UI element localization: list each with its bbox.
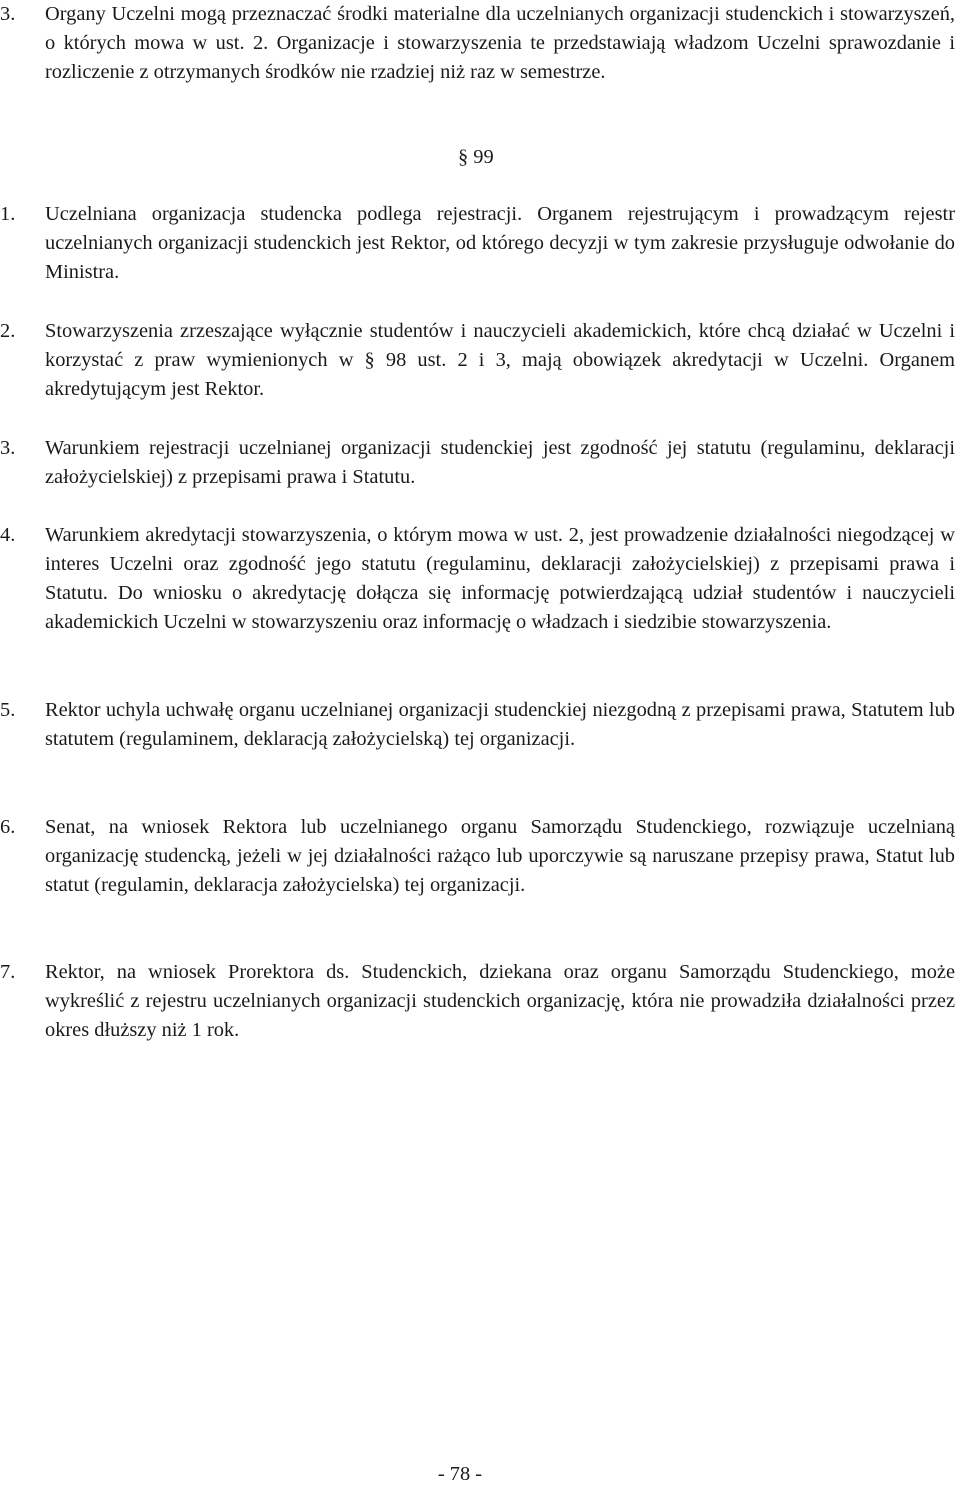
paragraph-text: Rektor uchyla uchwałę organu uczelnianej organizacji studenckiej niezgodną z przepisami prawa, Statutem lub statutem (regulaminem, deklaracją założycielską) tej organizacji. xyxy=(45,699,955,750)
paragraph-4 xyxy=(0,521,955,637)
paragraph-text: Stowarzyszenia zrzeszające wyłącznie studentów i nauczycieli akademickich, które chcą działać w Uczelni i korzystać z praw wymienionych w § 98 ust. 2 i 3, mają obowiązek akredytacji w Uczelni. Organem akredytującym jest Rektor. xyxy=(45,320,955,400)
paragraph-text: Uczelniana organizacja studencka podlega rejestracji. Organem rejestrującym i prowadzącym rejestr uczelnianych organizacji studenckich jest Rektor, od którego decyzji w tym zakresie przysługuje odwołanie do Ministra. xyxy=(45,203,955,283)
paragraph-5 xyxy=(0,696,955,754)
section-heading: § 99 xyxy=(458,146,494,168)
paragraph-text: Warunkiem akredytacji stowarzyszenia, o którym mowa w ust. 2, jest prowadzenie działalności niegodzącej w interes Uczelni oraz zgodność jego statutu (regulaminu, deklaracji założycielskiej) z przepisami prawa i Statutu. Do wniosku o akredytację dołącza się informację potwierdzającą udział studentów i nauczycieli akademickich Uczelni w stowarzyszeniu oraz informację o władzach i siedzibie stowarzyszenia. xyxy=(45,524,955,633)
paragraph-text: Organy Uczelni mogą przeznaczać środki materialne dla uczelnianych organizacji studenckich i stowarzyszeń, o których mowa w ust. 2. Organizacje i stowarzyszenia te przedstawiają władzom Uczelni sprawozdanie i rozliczenie z otrzymanych środków nie rzadziej niż raz w semestrze. xyxy=(45,3,955,83)
paragraph-prev-3 xyxy=(0,0,955,87)
paragraph-number: 7. xyxy=(0,961,16,983)
paragraph-3 xyxy=(0,434,955,492)
paragraph-text: Rektor, na wniosek Prorektora ds. Studenckich, dziekana oraz organu Samorządu Studenckiego, może wykreślić z rejestru uczelnianych organizacji studenckich organizację, która nie prowadziła działalności przez okres dłuższy niż 1 rok. xyxy=(45,961,955,1041)
paragraph-2 xyxy=(0,317,955,404)
paragraph-number: 1. xyxy=(0,203,16,225)
paragraph-number: 3. xyxy=(0,3,16,25)
paragraph-text: Senat, na wniosek Rektora lub uczelnianego organu Samorządu Studenckiego, rozwiązuje uczelnianą organizację studencką, jeżeli w jej działalności rażąco lub uporczywie są naruszane przepisy prawa, Statut lub statut (regulamin, deklaracja założycielska) tej organizacji. xyxy=(45,816,955,896)
paragraph-text: Warunkiem rejestracji uczelnianej organizacji studenckiej jest zgodność jej statutu (regulaminu, deklaracji założycielskiej) z przepisami prawa i Statutu. xyxy=(45,437,955,488)
paragraph-number: 4. xyxy=(0,524,16,546)
paragraph-number: 3. xyxy=(0,437,16,459)
paragraph-6 xyxy=(0,813,955,900)
paragraph-7 xyxy=(0,958,955,1045)
paragraph-number: 2. xyxy=(0,320,16,342)
paragraph-number: 5. xyxy=(0,699,16,721)
paragraph-number: 6. xyxy=(0,816,16,838)
paragraph-1 xyxy=(0,200,955,287)
page-number: - 78 - xyxy=(437,1463,483,1485)
